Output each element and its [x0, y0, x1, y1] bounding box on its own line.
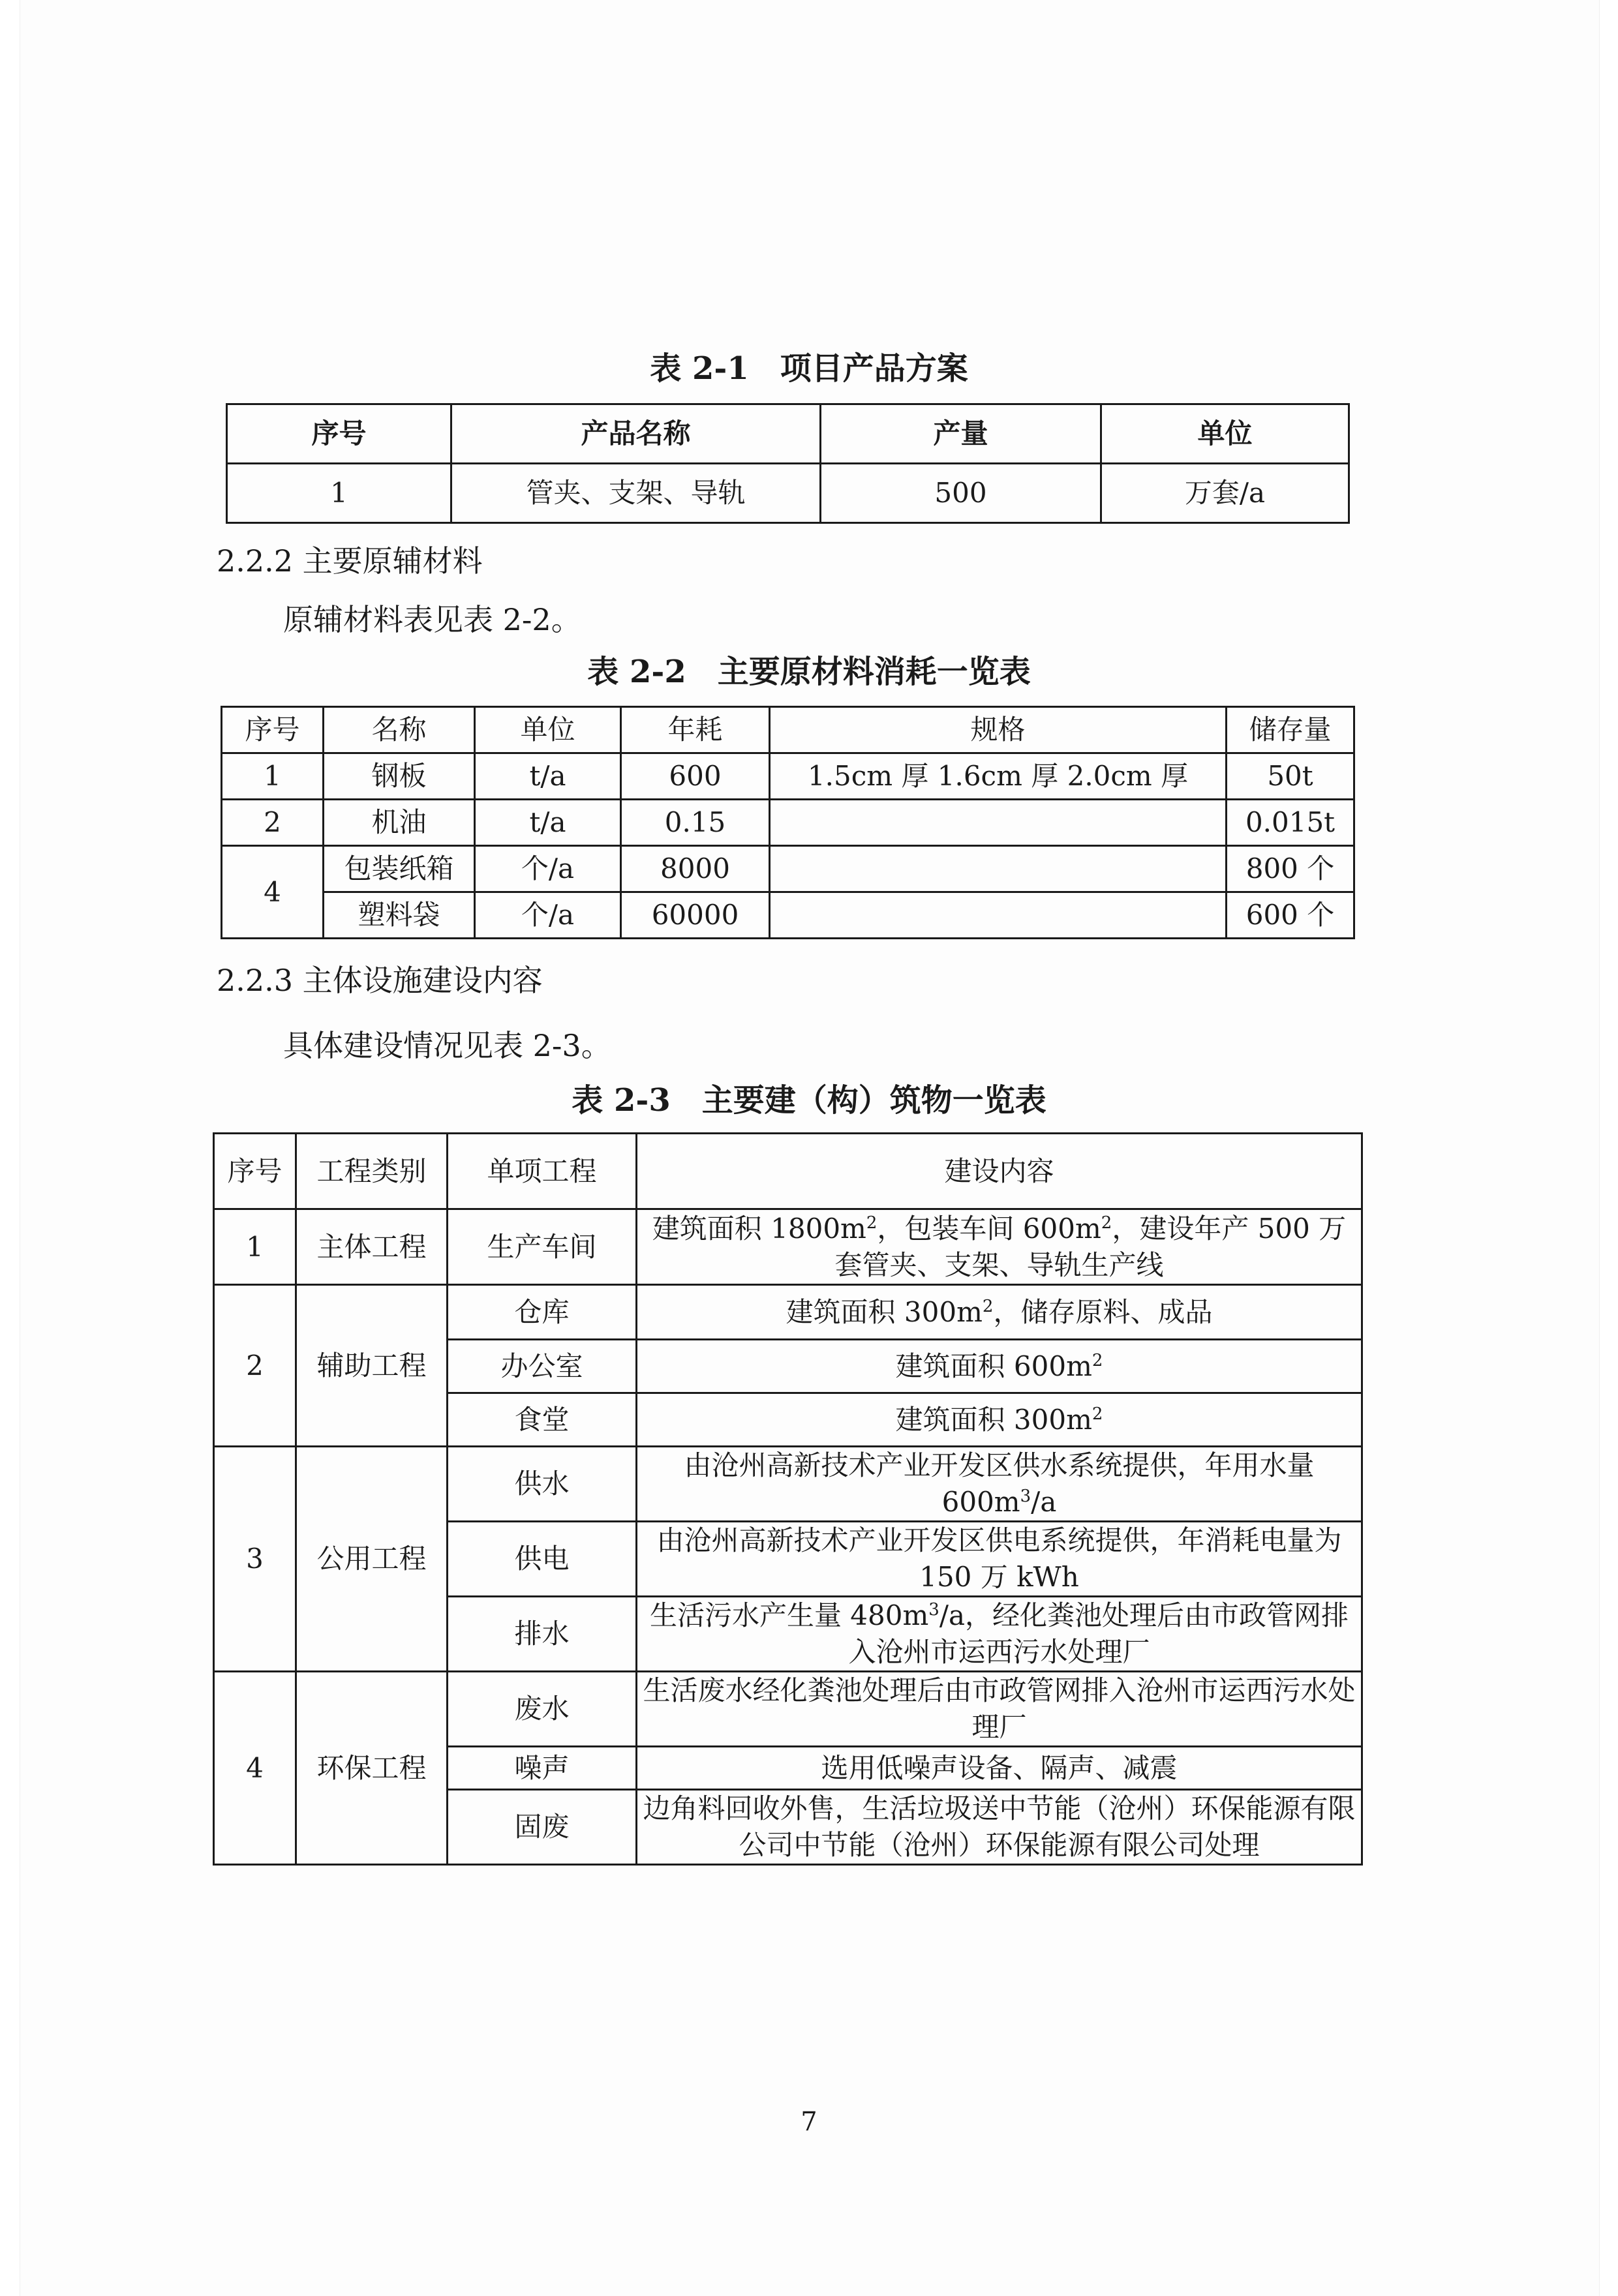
table-header-row: [214, 1134, 1362, 1209]
table-cell: 管夹、支架、导轨: [451, 464, 821, 523]
item-name-cell: 废水: [448, 1672, 637, 1747]
table-2-1-caption: 表 2-1 项目产品方案: [650, 350, 968, 387]
table-cell: 600: [621, 753, 770, 800]
section-2-2-2-heading: 2.2.2 主要原辅材料: [217, 543, 483, 579]
header-cell: 工程类别: [296, 1134, 448, 1209]
buildings-table: [213, 1132, 1363, 1865]
item-name-cell: 供水: [448, 1447, 637, 1522]
content-text: 由沧州高新技术产业开发区供水系统提供，年用水量 600m: [684, 1449, 1315, 1518]
header-cell: 产量: [821, 404, 1101, 464]
table-cell: 塑料袋: [324, 892, 475, 939]
construction-content-cell: [637, 1285, 1362, 1340]
table-cell: 机油: [324, 800, 475, 846]
table-2-3-caption: 表 2-3 主要建（构）筑物一览表: [572, 1082, 1046, 1119]
table-cell: 500: [821, 464, 1101, 523]
table-row: [222, 753, 1354, 800]
header-cell: 单位: [1101, 404, 1349, 464]
construction-content-cell: [637, 1790, 1362, 1865]
item-name-cell: 供电: [448, 1522, 637, 1597]
header-cell: 规格: [770, 707, 1227, 753]
superscript-text: 2: [1091, 1350, 1103, 1370]
item-name-cell: 噪声: [448, 1747, 637, 1790]
table-cell: 钢板: [324, 753, 475, 800]
content-text: 选用低噪声设备、隔声、减震: [821, 1751, 1178, 1784]
superscript-text: 3: [1020, 1487, 1031, 1506]
content-text: 边角料回收外售，生活垃圾送中节能（沧州）环保能源有限公司中节能（沧州）环保能源有限公司处理: [643, 1792, 1356, 1861]
superscript-text: 2: [1101, 1213, 1112, 1233]
table-cell: 2: [222, 800, 324, 846]
content-text: /a，经化粪池处理后由市政管网排入沧州市运西污水处理厂: [848, 1599, 1349, 1668]
table-row: [214, 1209, 1362, 1285]
superscript-text: 3: [928, 1600, 939, 1620]
content-text: 建筑面积 300m: [895, 1403, 1092, 1436]
header-cell: 序号: [214, 1134, 296, 1209]
content-text: ，包装车间 600m: [877, 1212, 1101, 1245]
row-number-cell: 2: [214, 1285, 296, 1447]
product-plan-table: [226, 403, 1350, 524]
table-row: [214, 1672, 1362, 1747]
category-cell: 公用工程: [296, 1447, 448, 1672]
superscript-text: 2: [982, 1296, 994, 1316]
construction-content-cell: [637, 1209, 1362, 1285]
content-text: ，建设年产 500 万套管夹、支架、导轨生产线: [834, 1212, 1347, 1281]
table-cell: t/a: [475, 800, 621, 846]
item-name-cell: 固废: [448, 1790, 637, 1865]
header-cell: 产品名称: [451, 404, 821, 464]
category-cell: 辅助工程: [296, 1285, 448, 1447]
item-name-cell: 排水: [448, 1597, 637, 1672]
content-text: 由沧州高新技术产业开发区供电系统提供，年消耗电量为 150 万 kWh: [656, 1524, 1342, 1593]
table-cell: 万套/a: [1101, 464, 1349, 523]
table-row: [214, 1285, 1362, 1340]
header-cell: 单项工程: [448, 1134, 637, 1209]
row-number-cell: 3: [214, 1447, 296, 1672]
category-cell: 环保工程: [296, 1672, 448, 1865]
header-cell: 单位: [475, 707, 621, 753]
section-2-2-2-text: 原辅材料表见表 2-2。: [283, 602, 581, 637]
table-cell: 0.015t: [1227, 800, 1354, 846]
table-cell: 800 个: [1227, 846, 1354, 892]
table-row: [222, 892, 1354, 939]
construction-content-cell: [637, 1747, 1362, 1790]
table-header-row: [222, 707, 1354, 753]
table-2-2-caption: 表 2-2 主要原材料消耗一览表: [587, 654, 1031, 690]
table-cell: 60000: [621, 892, 770, 939]
content-text: /a: [1031, 1486, 1057, 1518]
item-name-cell: 仓库: [448, 1285, 637, 1340]
table-row: [222, 846, 1354, 892]
header-cell: 序号: [222, 707, 324, 753]
item-name-cell: 食堂: [448, 1393, 637, 1447]
table-cell: 1: [227, 464, 451, 523]
table-cell: 1: [222, 753, 324, 800]
table-cell: 600 个: [1227, 892, 1354, 939]
construction-content-cell: [637, 1447, 1362, 1522]
category-cell: 主体工程: [296, 1209, 448, 1285]
content-text: 生活废水经化粪池处理后由市政管网排入沧州市运西污水处理厂: [643, 1674, 1356, 1743]
table-cell: 1.5cm 厚 1.6cm 厚 2.0cm 厚: [770, 753, 1227, 800]
content-text: 建筑面积 300m: [786, 1295, 983, 1328]
header-cell: 序号: [227, 404, 451, 464]
table-cell: 50t: [1227, 753, 1354, 800]
item-name-cell: 办公室: [448, 1340, 637, 1393]
table-cell: 包装纸箱: [324, 846, 475, 892]
construction-content-cell: [637, 1340, 1362, 1393]
table-cell: [770, 800, 1227, 846]
table-cell: 0.15: [621, 800, 770, 846]
table-header-row: [227, 404, 1349, 464]
content-text: 建筑面积 600m: [895, 1350, 1092, 1382]
item-name-cell: 生产车间: [448, 1209, 637, 1285]
construction-content-cell: [637, 1672, 1362, 1747]
header-cell: 名称: [324, 707, 475, 753]
content-text: ，储存原料、成品: [993, 1295, 1213, 1328]
header-cell: 建设内容: [637, 1134, 1362, 1209]
page-number: 7: [801, 2107, 817, 2137]
header-cell: 年耗: [621, 707, 770, 753]
section-2-2-3-heading: 2.2.3 主体设施建设内容: [217, 963, 543, 998]
table-cell: [770, 892, 1227, 939]
table-cell: 个/a: [475, 846, 621, 892]
construction-content-cell: [637, 1597, 1362, 1672]
construction-content-cell: [637, 1522, 1362, 1597]
header-cell: 储存量: [1227, 707, 1354, 753]
construction-content-cell: [637, 1393, 1362, 1447]
row-number-cell: 4: [214, 1672, 296, 1865]
superscript-text: 2: [866, 1213, 878, 1233]
table-cell: [770, 846, 1227, 892]
row-number-cell: 1: [214, 1209, 296, 1285]
table-cell: 4: [222, 846, 324, 939]
table-row: [214, 1447, 1362, 1522]
table-cell: 个/a: [475, 892, 621, 939]
content-text: 生活污水产生量 480m: [649, 1599, 929, 1631]
content-text: 建筑面积 1800m: [652, 1212, 866, 1245]
section-2-2-3-text: 具体建设情况见表 2-3。: [283, 1028, 611, 1063]
superscript-text: 2: [1091, 1404, 1103, 1424]
table-cell: t/a: [475, 753, 621, 800]
table-row: [227, 464, 1349, 523]
raw-material-table: [221, 706, 1355, 939]
table-row: [222, 800, 1354, 846]
table-cell: 8000: [621, 846, 770, 892]
